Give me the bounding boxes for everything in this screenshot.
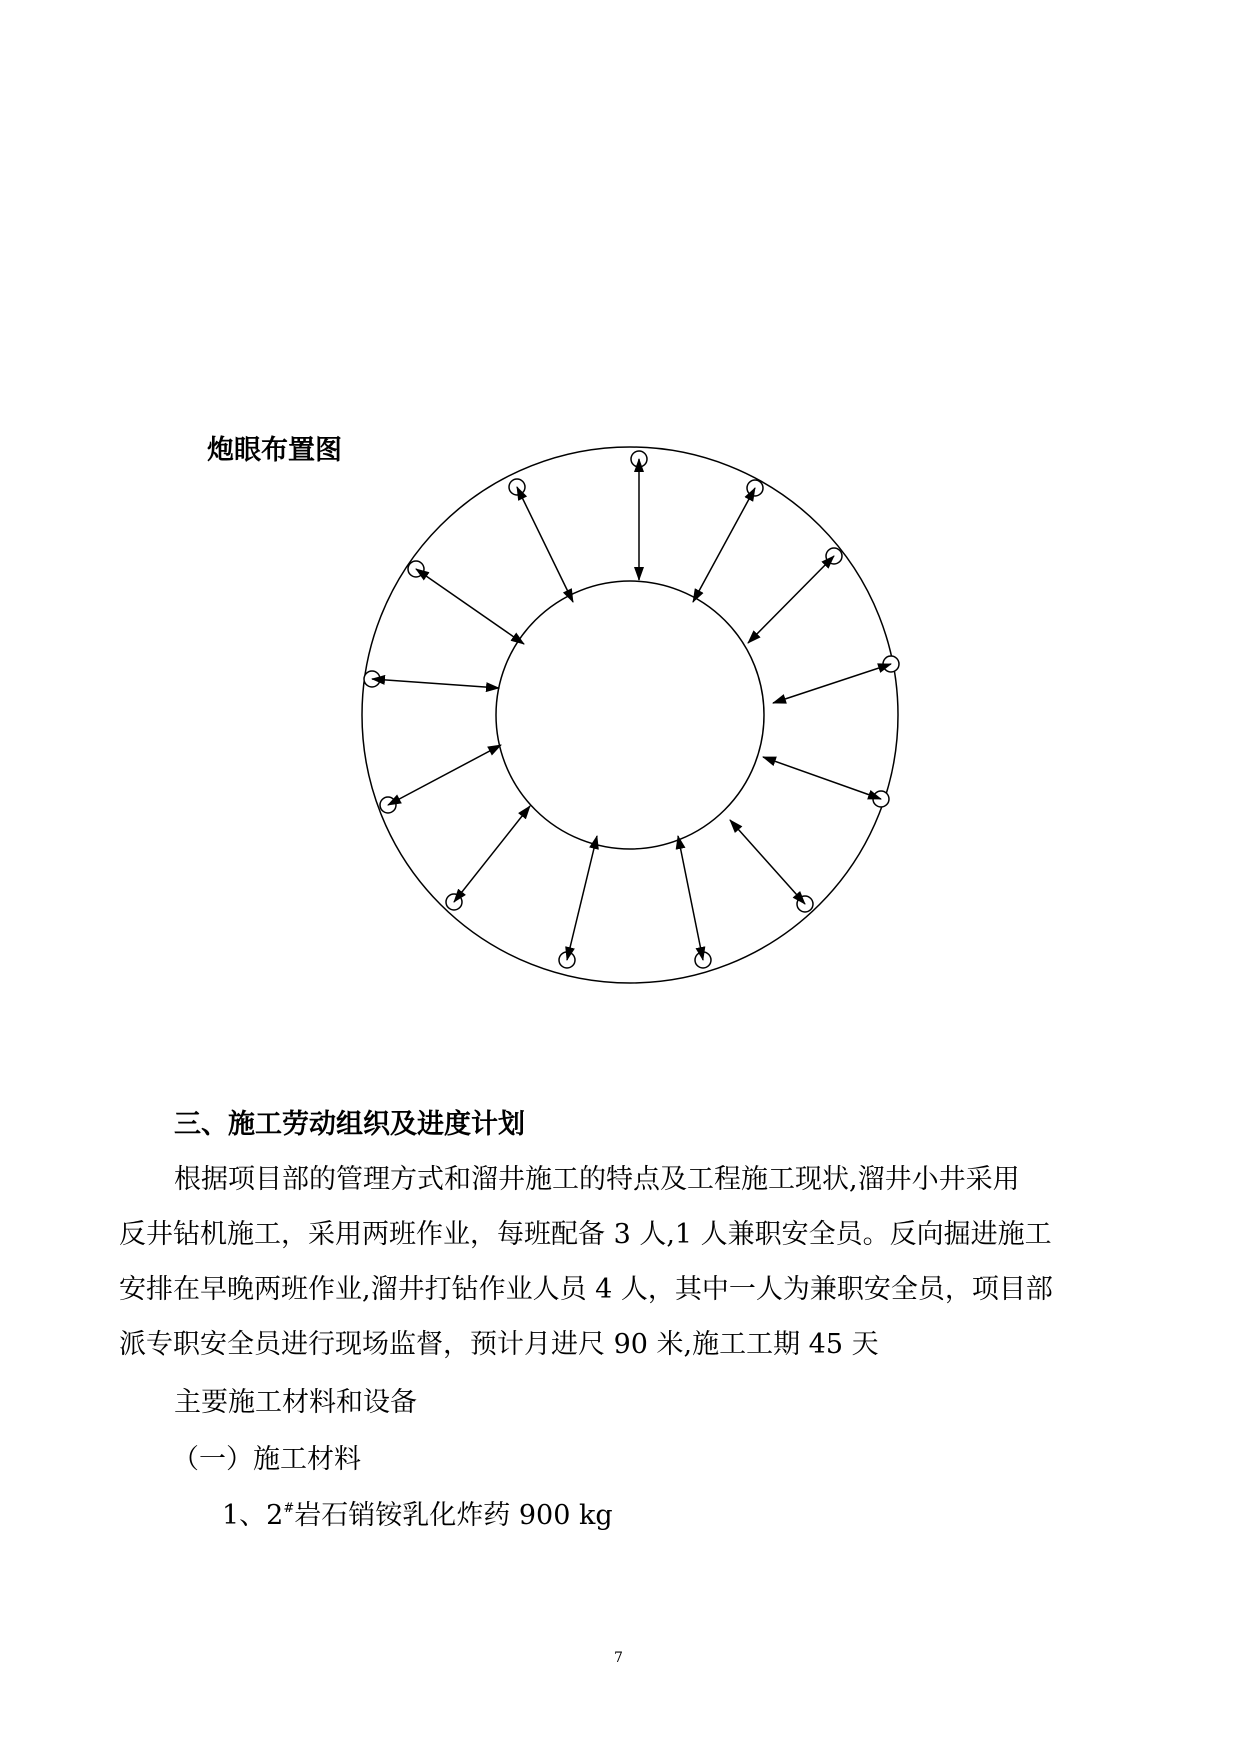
paragraph-line-3: 安排在早晚两班作业,溜井打钻作业人员 4 人，其中一人为兼职安全员，项目部 xyxy=(119,1274,1053,1305)
paragraph-line-4: 派专职安全员进行现场监督，预计月进尺 90 米,施工工期 45 天 xyxy=(119,1329,879,1360)
blast-arrow-2 xyxy=(517,487,573,602)
blast-arrow-5 xyxy=(416,569,524,644)
blast-arrow-10 xyxy=(454,806,530,902)
blast-arrow-13 xyxy=(678,836,703,960)
material-item-1-text: 岩石销铵乳化炸药 900 kg xyxy=(294,1500,613,1531)
inner-ring xyxy=(496,581,764,849)
blast-arrow-7 xyxy=(372,679,499,688)
blast-arrow-6 xyxy=(773,664,891,703)
outer-ring xyxy=(362,447,898,983)
blast-arrow-3 xyxy=(693,488,755,602)
material-item-1-superscript: # xyxy=(283,1501,295,1516)
paragraph-line-1: 根据项目部的管理方式和溜井施工的特点及工程施工现状,溜井小井采用 xyxy=(174,1164,1020,1195)
blast-arrow-11 xyxy=(730,820,805,904)
material-item-1-prefix: 1、2 xyxy=(222,1500,284,1531)
materials-heading: （一）施工材料 xyxy=(172,1444,361,1475)
blast-arrow-12 xyxy=(567,836,597,960)
material-item-1 xyxy=(222,1499,613,1533)
blast-arrow-9 xyxy=(388,745,501,805)
blast-arrow-4 xyxy=(748,556,834,643)
blast-arrow-8 xyxy=(763,757,881,799)
page-number: 7 xyxy=(614,1650,623,1666)
diagram-title: 炮眼布置图 xyxy=(207,435,342,466)
section-heading: 三、施工劳动组织及进度计划 xyxy=(174,1109,525,1140)
blast-holes xyxy=(364,451,899,968)
materials-equipment-subheading: 主要施工材料和设备 xyxy=(174,1387,417,1418)
blast-arrows xyxy=(372,459,891,960)
paragraph-line-2: 反井钻机施工，采用两班作业，每班配备 3 人,1 人兼职安全员。反向掘进施工 xyxy=(119,1219,1052,1250)
